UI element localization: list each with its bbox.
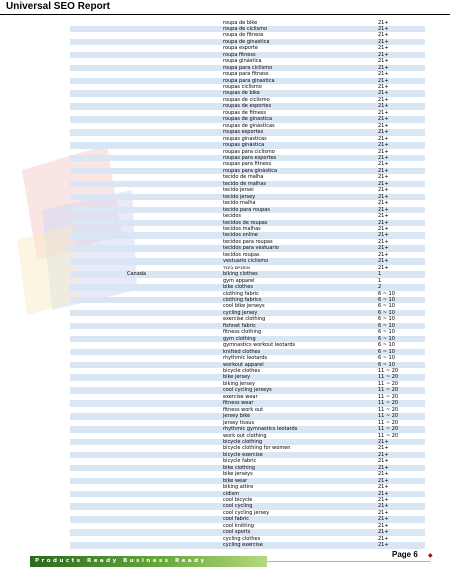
rank-cell: 21+ xyxy=(378,84,389,91)
rank-cell: 21+ xyxy=(378,167,389,174)
keyword-cell: tecido para roupas xyxy=(223,206,270,213)
keyword-cell: bicycle clothes xyxy=(223,367,261,374)
keyword-cell: cool cycling xyxy=(223,503,253,510)
rank-cell: 21+ xyxy=(378,535,389,542)
keyword-cell: bike jerseys xyxy=(223,471,253,478)
keyword-cell: roupa de ginastica xyxy=(223,38,270,45)
rank-cell: 11 ~ 20 xyxy=(378,393,399,400)
keyword-cell: roupas de fitness xyxy=(223,109,267,116)
rank-cell: 21+ xyxy=(378,109,389,116)
keyword-cell: tecidos de roupas xyxy=(223,219,268,226)
rank-cell: 6 ~ 10 xyxy=(378,342,395,349)
keyword-cell: roupa de ciclismo xyxy=(223,25,268,32)
keyword-cell: tecido malha xyxy=(223,200,256,207)
keyword-cell: cool fabric xyxy=(223,516,250,523)
rank-cell: 21+ xyxy=(378,155,389,162)
rank-cell: 21+ xyxy=(378,135,389,142)
rank-cell: 11 ~ 20 xyxy=(378,426,399,433)
rank-cell: 6 ~ 10 xyxy=(378,309,395,316)
rank-cell: 11 ~ 20 xyxy=(378,406,399,413)
keyword-cell: exercise clothing xyxy=(223,316,266,323)
rank-cell: 21+ xyxy=(378,32,389,39)
keyword-cell: roupas de esportes xyxy=(223,103,272,110)
keyword-cell: tecido de malhas xyxy=(223,180,266,187)
rank-cell: 21+ xyxy=(378,45,389,52)
keyword-cell: bicycle clothing xyxy=(223,438,263,445)
rank-cell: 21+ xyxy=(378,19,389,26)
rank-cell: 21+ xyxy=(378,142,389,149)
keyword-cell: cool bicycle xyxy=(223,497,253,504)
rank-cell: 21+ xyxy=(378,464,389,471)
rank-cell: 21+ xyxy=(378,180,389,187)
rank-cell: 21+ xyxy=(378,516,389,523)
keyword-cell: biking attire xyxy=(223,484,254,491)
keyword-cell: roupas para fitness xyxy=(223,161,272,168)
rank-cell: 21+ xyxy=(378,477,389,484)
rank-cell: 21+ xyxy=(378,122,389,129)
keyword-cell: bicycle fabric xyxy=(223,458,257,465)
keyword-cell: fitness wear xyxy=(223,400,254,407)
rank-cell: 1 xyxy=(378,277,382,284)
keyword-cell: cidism xyxy=(223,490,240,497)
keyword-cell: rhythmic gymnastics leotards xyxy=(223,426,298,433)
keyword-cell: gymnastics workout leotards xyxy=(223,342,296,349)
rank-cell: 21+ xyxy=(378,58,389,65)
rank-cell: 21+ xyxy=(378,161,389,168)
keyword-cell: exercise wear xyxy=(223,393,258,400)
rank-cell: 11 ~ 20 xyxy=(378,380,399,387)
rank-cell: 6 ~ 10 xyxy=(378,316,395,323)
rank-cell: 6 ~ 10 xyxy=(378,355,395,362)
keyword-cell: tecido jersei xyxy=(223,187,254,194)
keyword-cell: roupa de fitness xyxy=(223,32,264,39)
keyword-cell: biking clothes xyxy=(223,271,258,278)
header-divider xyxy=(0,14,450,15)
right-arrow-icon: ◆ xyxy=(428,552,433,559)
rank-cell: 21+ xyxy=(378,245,389,252)
keyword-cell: roupa para ciclismo xyxy=(223,64,273,71)
rank-cell: 21+ xyxy=(378,219,389,226)
rank-cell: 6 ~ 10 xyxy=(378,348,395,355)
keyword-cell: roupas de bike xyxy=(223,90,260,97)
rank-cell: 11 ~ 20 xyxy=(378,387,399,394)
rank-cell: 11 ~ 20 xyxy=(378,432,399,439)
rank-cell: 6 ~ 10 xyxy=(378,296,395,303)
rank-cell: 6 ~ 10 xyxy=(378,361,395,368)
keyword-cell: work out clothing xyxy=(223,432,267,439)
report-header xyxy=(0,0,450,16)
keyword-cell: tecidos xyxy=(223,213,242,220)
keyword-cell: fitness work out xyxy=(223,406,264,413)
rank-cell: 21+ xyxy=(378,438,389,445)
rank-cell: 21+ xyxy=(378,148,389,155)
rank-cell: 21+ xyxy=(378,129,389,136)
keyword-cell: roupas de ginásticas xyxy=(223,122,275,129)
rank-cell: 6 ~ 10 xyxy=(378,335,395,342)
report-title: Universal SEO Report xyxy=(6,1,110,12)
rank-cell: 21+ xyxy=(378,64,389,71)
keyword-cell: roupas esportes xyxy=(223,129,264,136)
keyword-cell: fitness clothing xyxy=(223,329,262,336)
rank-cell: 21+ xyxy=(378,251,389,258)
rank-cell: 6 ~ 10 xyxy=(378,322,395,329)
keyword-cell: cool cycling jerseys xyxy=(223,387,272,394)
rank-cell: 21+ xyxy=(378,200,389,207)
rank-cell: 11 ~ 20 xyxy=(378,400,399,407)
rank-cell: 21+ xyxy=(378,232,389,239)
rank-cell: 21+ xyxy=(378,226,389,232)
rank-cell: 21+ xyxy=(378,451,389,458)
rank-cell: 21+ xyxy=(378,71,389,78)
keyword-cell: tecidos roupas xyxy=(223,251,260,258)
keyword-cell: bike clothes xyxy=(223,284,253,291)
page-number: Page 6 xyxy=(392,550,418,559)
rank-cell: 21+ xyxy=(378,116,389,123)
rank-cell: 21+ xyxy=(378,90,389,97)
keyword-cell: tecidos para vestuario xyxy=(223,245,279,252)
keyword-cell: roupa ginástica xyxy=(223,58,262,65)
keyword-cell: roupa de bike xyxy=(223,19,258,26)
keyword-cell: gym clothing xyxy=(223,335,256,342)
table-row xyxy=(70,542,425,548)
rank-cell: 21+ xyxy=(378,490,389,497)
keyword-cell: jersey tissus xyxy=(223,419,255,426)
keyword-cell: cool cycling jersey xyxy=(223,509,270,516)
keyword-cell: workout apparel xyxy=(223,361,264,368)
keyword-cell: bike wear xyxy=(223,477,248,484)
rank-cell: 21+ xyxy=(378,445,389,452)
rank-cell: 21+ xyxy=(378,187,389,194)
keyword-cell: tecidos malhas xyxy=(223,226,261,232)
keyword-cell: jersey bike xyxy=(223,413,251,420)
rank-cell: 21+ xyxy=(378,509,389,516)
keyword-cell: roupa para ginastica xyxy=(223,77,275,84)
rank-cell: 21+ xyxy=(378,103,389,110)
keyword-cell: roupas ginástica xyxy=(223,142,265,149)
keyword-cell: cool sports xyxy=(223,529,251,536)
keyword-cell: bicycle clothing for women xyxy=(223,445,291,452)
keyword-cell: cycling clothes xyxy=(223,535,261,542)
rank-cell: 21+ xyxy=(378,529,389,536)
rank-cell: 21+ xyxy=(378,458,389,465)
rank-cell: 6 ~ 10 xyxy=(378,290,395,297)
keyword-cell: tecido jersey xyxy=(223,193,256,200)
rank-cell: 21+ xyxy=(378,51,389,58)
keyword-cell: tecido de malha xyxy=(223,174,264,181)
keyword-cell: knitted clothes xyxy=(223,348,261,355)
country-cell: Canada xyxy=(127,271,147,278)
keyword-cell: אופניים ביגוד xyxy=(223,264,251,271)
keyword-cell: roupas para ciclismo xyxy=(223,148,275,155)
rank-cell: 21+ xyxy=(378,497,389,504)
rank-cell: 2 xyxy=(378,284,382,291)
footer-banner xyxy=(30,556,267,567)
keyword-cell: bicycle exercise xyxy=(223,451,263,458)
rank-cell: 11 ~ 20 xyxy=(378,367,399,374)
keyword-cell: clothing fabrics xyxy=(223,296,262,303)
keyword-cell: bike clothing xyxy=(223,464,256,471)
keyword-cell: rhythmic leotards xyxy=(223,355,268,362)
keyword-cell: roupa para fitness xyxy=(223,71,269,78)
keyword-cell: cycling jersey xyxy=(223,309,258,316)
keyword-cell: tecidos para roupas xyxy=(223,238,273,245)
keyword-cell: roupas de ciclismo xyxy=(223,96,270,103)
rank-cell: 1 xyxy=(378,271,382,278)
rank-cell: 21+ xyxy=(378,193,389,200)
keyword-cell: clothing fabric xyxy=(223,290,259,297)
keyword-cell: roupas ginasticas xyxy=(223,135,267,142)
rank-cell: 6 ~ 10 xyxy=(378,303,395,310)
rank-cell: 21+ xyxy=(378,174,389,181)
rank-cell: 11 ~ 20 xyxy=(378,374,399,381)
rank-cell: 21+ xyxy=(378,503,389,510)
rank-cell: 21+ xyxy=(378,471,389,478)
keyword-cell: roupas para ginástica xyxy=(223,167,278,174)
keyword-cell: cycling exercise xyxy=(223,542,263,549)
rank-cell: 21+ xyxy=(378,542,389,549)
keyword-cell: roupas de ginastica xyxy=(223,116,273,123)
rank-cell: 21+ xyxy=(378,238,389,245)
keyword-cell: cool knitting xyxy=(223,522,254,529)
rank-cell: 6 ~ 10 xyxy=(378,329,395,336)
keyword-cell: roupa fitness xyxy=(223,51,256,58)
keyword-cell: tecidos online xyxy=(223,232,258,239)
keyword-table xyxy=(70,20,425,549)
rank-cell: 21+ xyxy=(378,96,389,103)
rank-cell: 21+ xyxy=(378,522,389,529)
keyword-cell: bike jersey xyxy=(223,374,251,381)
footer-divider xyxy=(267,561,430,562)
rank-cell: 21+ xyxy=(378,258,389,265)
keyword-cell: gym apparel xyxy=(223,277,255,284)
rank-cell: 21+ xyxy=(378,264,389,271)
keyword-cell: biking jersey xyxy=(223,380,255,387)
keyword-cell: cool bike jerseys xyxy=(223,303,265,310)
rank-cell: 21+ xyxy=(378,213,389,220)
rank-cell: 21+ xyxy=(378,77,389,84)
rank-cell: 21+ xyxy=(378,206,389,213)
keyword-cell: vestuario ciclismo xyxy=(223,258,269,265)
keyword-cell: roupas para esportes xyxy=(223,155,277,162)
rank-cell: 21+ xyxy=(378,38,389,45)
footer-tagline: Products Ready Business Ready xyxy=(35,558,207,564)
keyword-cell: fishnet fabric xyxy=(223,322,256,329)
keyword-cell: roupa esporte xyxy=(223,45,259,52)
rank-cell: 11 ~ 20 xyxy=(378,413,399,420)
keyword-cell: roupas ciclismo xyxy=(223,84,262,91)
rank-cell: 11 ~ 20 xyxy=(378,419,399,426)
rank-cell: 21+ xyxy=(378,25,389,32)
rank-cell: 21+ xyxy=(378,484,389,491)
